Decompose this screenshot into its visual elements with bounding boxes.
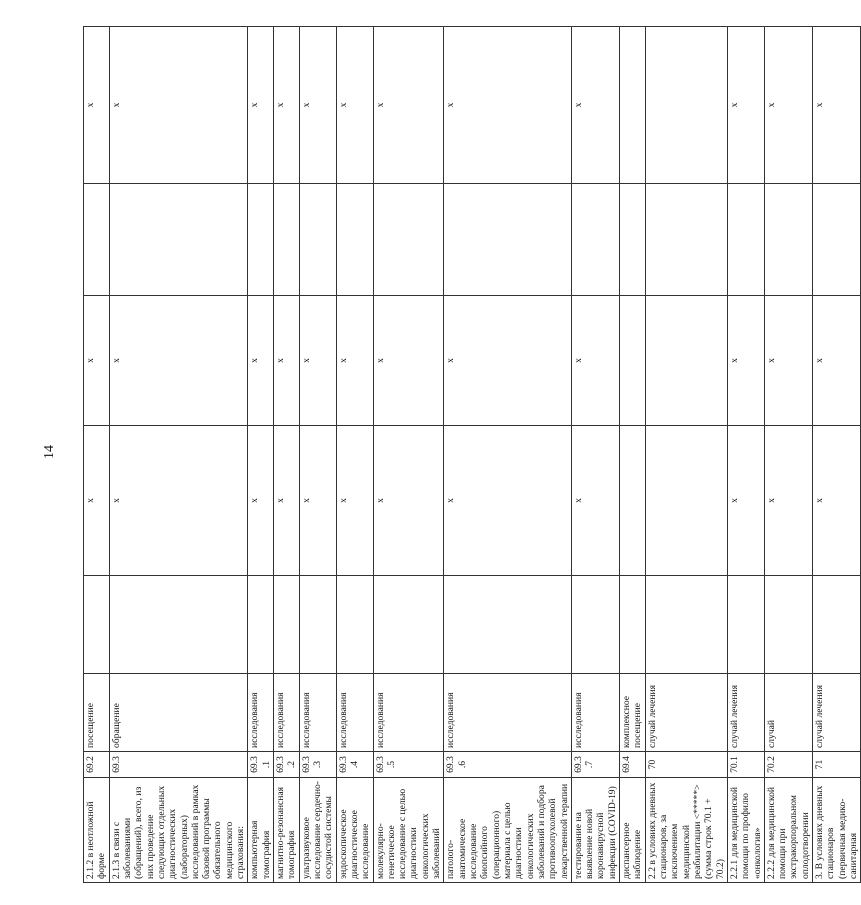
row-name-cell: тестирование на выявление новой коронавирусной инфекции (COVID-19) xyxy=(571,778,619,883)
row-unit-cell: комплексное посещение xyxy=(620,674,646,752)
row-value-cell xyxy=(248,576,274,674)
row-name-cell: эндоскопическое диагностическое исследование xyxy=(336,778,373,883)
row-value-cell: х xyxy=(336,27,373,184)
row-value-cell xyxy=(444,576,571,674)
row-value-cell xyxy=(620,27,646,184)
row-unit-cell: случай xyxy=(764,674,812,752)
row-name-cell: 3. В условиях дневных стационаров (первичная медико-санитарная xyxy=(813,778,861,883)
row-value-cell xyxy=(813,184,861,296)
row-code-cell: 69.3.5 xyxy=(373,752,444,778)
row-unit-cell: исследования xyxy=(299,674,336,752)
row-value-cell xyxy=(571,576,619,674)
row-value-cell: х xyxy=(84,426,110,576)
row-value-cell: х xyxy=(336,296,373,426)
row-value-cell xyxy=(813,576,861,674)
row-value-cell: х xyxy=(373,426,444,576)
row-value-cell: х xyxy=(813,27,861,184)
row-unit-cell: случай лечения xyxy=(645,674,727,752)
row-value-cell: х xyxy=(109,426,248,576)
row-value-cell xyxy=(373,184,444,296)
row-name-cell: ультразвуковое исследование сердечно-сосудистой системы xyxy=(299,778,336,883)
row-value-cell: х xyxy=(444,296,571,426)
row-code-cell: 69.3.6 xyxy=(444,752,571,778)
table-row xyxy=(248,27,274,883)
row-value-cell: х xyxy=(764,27,812,184)
row-name-cell: 2.2.2 для медицинской помощи при экстракорпоральном оплодотворении xyxy=(764,778,812,883)
row-unit-cell: исследования xyxy=(248,674,274,752)
row-value-cell: х xyxy=(571,27,619,184)
row-unit-cell: случай лечения xyxy=(727,674,764,752)
row-name-cell: диспансерное наблюдение xyxy=(620,778,646,883)
row-value-cell xyxy=(444,184,571,296)
row-unit-cell: посещение xyxy=(84,674,110,752)
row-value-cell: х xyxy=(248,426,274,576)
row-value-cell: х xyxy=(727,426,764,576)
row-name-cell: патолого-анатомическое исследование биопсийного (операционного) материала с целью диагностики онкологических заболеваний и подбора противоопухолевой лекарственной терапии xyxy=(444,778,571,883)
row-value-cell: х xyxy=(274,27,300,184)
row-unit-cell: исследования xyxy=(373,674,444,752)
row-value-cell: х xyxy=(109,296,248,426)
row-code-cell: 69.3.3 xyxy=(299,752,336,778)
row-name-cell: 2.2 в условиях дневных стационаров, за исключением медицинской реабилитации <*****> (сумма строк 70.1 + 70.2) xyxy=(645,778,727,883)
row-unit-cell: исследования xyxy=(571,674,619,752)
row-value-cell xyxy=(727,576,764,674)
row-value-cell xyxy=(109,576,248,674)
table-row xyxy=(274,27,300,883)
row-name-cell: 2.1.2 в неотложной форме xyxy=(84,778,110,883)
row-code-cell: 69.2 xyxy=(84,752,110,778)
row-value-cell: х xyxy=(299,296,336,426)
row-value-cell xyxy=(645,184,727,296)
row-value-cell: х xyxy=(84,296,110,426)
row-unit-cell: обращение xyxy=(109,674,248,752)
table-row xyxy=(764,27,812,883)
row-value-cell xyxy=(645,426,727,576)
row-value-cell: х xyxy=(444,27,571,184)
row-value-cell xyxy=(109,184,248,296)
row-value-cell: х xyxy=(84,27,110,184)
row-value-cell: х xyxy=(813,296,861,426)
row-value-cell: х xyxy=(444,426,571,576)
row-value-cell: х xyxy=(336,426,373,576)
row-name-cell: магнитно-резонансная томография xyxy=(274,778,300,883)
row-value-cell xyxy=(620,296,646,426)
table-body xyxy=(84,27,861,883)
table-row xyxy=(813,27,861,883)
row-code-cell: 70 xyxy=(645,752,727,778)
row-code-cell: 69.3.4 xyxy=(336,752,373,778)
row-value-cell xyxy=(274,184,300,296)
row-value-cell: х xyxy=(727,296,764,426)
row-value-cell: х xyxy=(248,296,274,426)
row-value-cell xyxy=(727,184,764,296)
row-value-cell xyxy=(299,184,336,296)
table-row xyxy=(727,27,764,883)
row-value-cell: х xyxy=(813,426,861,576)
row-value-cell: х xyxy=(764,296,812,426)
row-value-cell xyxy=(764,576,812,674)
row-value-cell xyxy=(645,296,727,426)
row-value-cell xyxy=(620,426,646,576)
row-name-cell: 2.2.1 для медицинской помощи по профилю «онкология» xyxy=(727,778,764,883)
row-value-cell xyxy=(620,184,646,296)
row-value-cell xyxy=(373,576,444,674)
row-unit-cell: исследования xyxy=(274,674,300,752)
row-value-cell xyxy=(571,184,619,296)
table-row xyxy=(84,27,110,883)
table-row xyxy=(444,27,571,883)
row-value-cell xyxy=(645,576,727,674)
row-unit-cell: исследования xyxy=(444,674,571,752)
row-value-cell: х xyxy=(571,296,619,426)
row-value-cell xyxy=(620,576,646,674)
row-value-cell xyxy=(84,576,110,674)
row-value-cell: х xyxy=(727,27,764,184)
row-code-cell: 69.4 xyxy=(620,752,646,778)
row-value-cell xyxy=(645,27,727,184)
row-value-cell xyxy=(84,184,110,296)
row-value-cell: х xyxy=(299,27,336,184)
statistics-table xyxy=(83,26,861,883)
table-row xyxy=(299,27,336,883)
row-value-cell: х xyxy=(571,426,619,576)
row-unit-cell: исследования xyxy=(336,674,373,752)
row-code-cell: 70.1 xyxy=(727,752,764,778)
row-value-cell xyxy=(274,576,300,674)
table-row xyxy=(571,27,619,883)
row-code-cell: 71 xyxy=(813,752,861,778)
row-name-cell: молекулярно-генетическое исследование с целью диагностики онкологических заболеваний xyxy=(373,778,444,883)
row-code-cell: 69.3 xyxy=(109,752,248,778)
table-row xyxy=(645,27,727,883)
row-value-cell: х xyxy=(274,296,300,426)
table-row xyxy=(336,27,373,883)
row-value-cell: х xyxy=(299,426,336,576)
row-value-cell xyxy=(248,184,274,296)
page-number: 14 xyxy=(42,445,57,459)
row-code-cell: 69.3.2 xyxy=(274,752,300,778)
row-value-cell xyxy=(336,184,373,296)
row-value-cell: х xyxy=(274,426,300,576)
row-name-cell: 2.1.3 в связи с заболеваниями (обращений), всего, из них проведение следующих отдельных диагностических (лабораторных) исследований в рамках базовой программы обязательного медицинского страхования: xyxy=(109,778,248,883)
row-value-cell: х xyxy=(373,27,444,184)
table-row xyxy=(109,27,248,883)
table-row xyxy=(620,27,646,883)
row-value-cell: х xyxy=(248,27,274,184)
row-name-cell: компьютерная томография xyxy=(248,778,274,883)
row-value-cell xyxy=(299,576,336,674)
row-value-cell: х xyxy=(764,426,812,576)
row-code-cell: 70.2 xyxy=(764,752,812,778)
row-value-cell xyxy=(336,576,373,674)
row-code-cell: 69.3.1 xyxy=(248,752,274,778)
row-value-cell xyxy=(764,184,812,296)
row-value-cell: х xyxy=(109,27,248,184)
row-code-cell: 69.3.7 xyxy=(571,752,619,778)
row-unit-cell: случай лечения xyxy=(813,674,861,752)
rotated-table-container xyxy=(83,27,859,883)
table-row xyxy=(373,27,444,883)
row-value-cell: х xyxy=(373,296,444,426)
